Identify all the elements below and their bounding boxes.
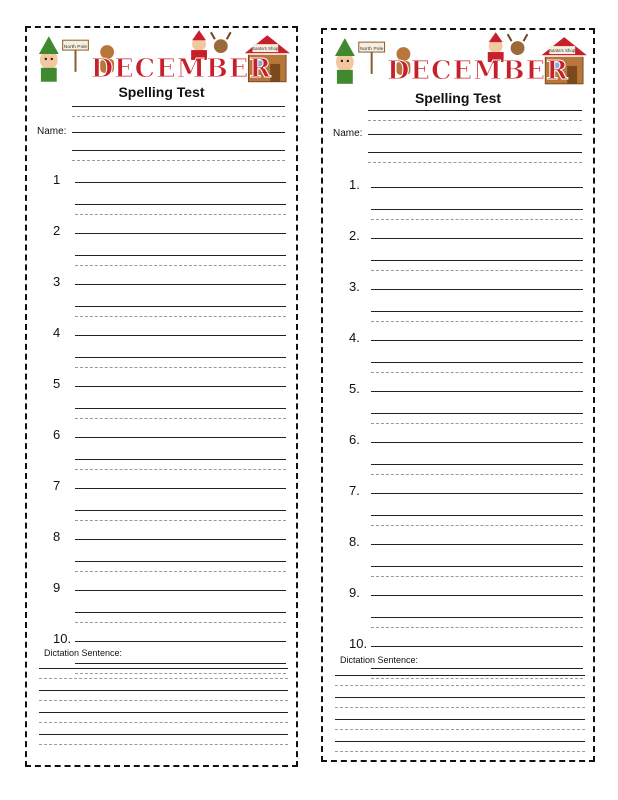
word-number-label: 9 <box>53 580 61 595</box>
title-writing-line <box>72 106 285 107</box>
word-writing-line <box>371 515 583 516</box>
word-number-label: 6. <box>349 432 360 447</box>
word-guide-line <box>371 270 583 271</box>
word-writing-line <box>75 233 286 234</box>
word-guide-line <box>75 265 286 266</box>
dictation-writing-line <box>39 668 288 669</box>
word-number-label: 4 <box>53 325 61 340</box>
word-number-label: 1. <box>349 177 360 192</box>
word-writing-line <box>75 510 286 511</box>
dictation-sentence-label: Dictation Sentence: <box>340 655 419 665</box>
word-number-label: 6 <box>53 427 61 442</box>
word-guide-line <box>371 627 583 628</box>
december-banner <box>329 32 587 86</box>
word-writing-line <box>371 646 583 647</box>
word-guide-line <box>371 219 583 220</box>
dictation-writing-line <box>335 719 585 720</box>
word-guide-line <box>371 372 583 373</box>
word-guide-line <box>75 418 286 419</box>
word-writing-line <box>75 306 286 307</box>
page-title: Spelling Test <box>118 84 205 100</box>
word-number-label: 4. <box>349 330 360 345</box>
dictation-guide-line <box>335 751 585 752</box>
word-writing-line <box>371 391 583 392</box>
reindeer-icon <box>508 34 528 55</box>
word-writing-line <box>75 182 286 183</box>
dictation-writing-line <box>39 690 288 691</box>
word-writing-line <box>371 617 583 618</box>
word-guide-line <box>75 520 286 521</box>
title-writing-line <box>368 110 582 111</box>
word-number-label: 2. <box>349 228 360 243</box>
north-pole-sign-icon <box>63 40 89 72</box>
name-writing-line <box>368 134 582 135</box>
left-test-sheet <box>25 26 298 767</box>
word-writing-line <box>75 255 286 256</box>
dictation-writing-line <box>335 697 585 698</box>
word-writing-line <box>371 413 583 414</box>
name-guide-line <box>368 162 582 163</box>
word-guide-line <box>75 469 286 470</box>
word-writing-line <box>75 663 286 664</box>
word-number-label: 3. <box>349 279 360 294</box>
word-writing-line <box>371 260 583 261</box>
word-guide-line <box>371 678 583 679</box>
word-writing-line <box>371 493 583 494</box>
name-label: Name: <box>333 128 363 139</box>
word-writing-line <box>371 238 583 239</box>
word-writing-line <box>75 590 286 591</box>
elf-icon <box>39 36 59 81</box>
dictation-guide-line <box>335 685 585 686</box>
word-guide-line <box>75 367 286 368</box>
word-writing-line <box>75 641 286 642</box>
december-banner-illustration <box>329 32 587 86</box>
name-writing-line <box>72 150 285 151</box>
word-writing-line <box>75 335 286 336</box>
dictation-guide-line <box>39 678 288 679</box>
word-number-label: 9. <box>349 585 360 600</box>
word-writing-line <box>75 459 286 460</box>
word-writing-line <box>371 289 583 290</box>
dictation-writing-line <box>39 734 288 735</box>
north-pole-sign-icon <box>359 42 385 74</box>
word-writing-line <box>75 284 286 285</box>
name-writing-line <box>368 152 582 153</box>
word-number-label: 8. <box>349 534 360 549</box>
word-guide-line <box>75 571 286 572</box>
word-writing-line <box>75 488 286 489</box>
word-guide-line <box>371 321 583 322</box>
svg-text:North Pole: North Pole <box>359 47 384 53</box>
word-number-label: 5 <box>53 376 61 391</box>
word-writing-line <box>75 437 286 438</box>
dictation-writing-line <box>39 712 288 713</box>
word-guide-line <box>371 423 583 424</box>
word-number-label: 1 <box>53 172 61 187</box>
word-number-label: 10. <box>53 631 72 646</box>
word-writing-line <box>371 442 583 443</box>
dictation-writing-line <box>335 741 585 742</box>
reindeer-icon <box>211 32 231 53</box>
dictation-guide-line <box>335 729 585 730</box>
word-number-label: 3 <box>53 274 61 289</box>
word-writing-line <box>371 464 583 465</box>
svg-text:DECEMBER: DECEMBER <box>90 53 272 84</box>
word-writing-line <box>75 357 286 358</box>
word-writing-line <box>371 340 583 341</box>
dictation-guide-line <box>335 707 585 708</box>
word-writing-line <box>371 362 583 363</box>
word-writing-line <box>75 204 286 205</box>
word-guide-line <box>371 474 583 475</box>
elf-icon <box>335 38 355 84</box>
word-guide-line <box>75 214 286 215</box>
word-number-label: 10. <box>349 636 368 651</box>
word-guide-line <box>371 525 583 526</box>
word-guide-line <box>75 316 286 317</box>
svg-text:DECEMBER: DECEMBER <box>387 55 569 86</box>
word-guide-line <box>371 576 583 577</box>
word-writing-line <box>371 187 583 188</box>
right-test-sheet <box>321 28 595 762</box>
word-number-label: 7 <box>53 478 61 493</box>
word-number-label: 5. <box>349 381 360 396</box>
dictation-sentence-label: Dictation Sentence: <box>44 648 123 658</box>
word-writing-line <box>371 544 583 545</box>
dictation-writing-line <box>335 675 585 676</box>
word-writing-line <box>371 668 583 669</box>
word-writing-line <box>75 539 286 540</box>
dictation-guide-line <box>39 700 288 701</box>
word-number-label: 2 <box>53 223 61 238</box>
dictation-guide-line <box>39 744 288 745</box>
word-number-label: 8 <box>53 529 61 544</box>
svg-text:Santa's Shop: Santa's Shop <box>549 48 576 54</box>
december-banner-illustration <box>33 30 290 84</box>
word-writing-line <box>371 209 583 210</box>
word-writing-line <box>371 595 583 596</box>
name-writing-line <box>72 132 285 133</box>
title-guide-line <box>368 120 582 121</box>
svg-text:North Pole: North Pole <box>63 45 88 51</box>
word-number-label: 7. <box>349 483 360 498</box>
word-guide-line <box>75 673 286 674</box>
word-writing-line <box>75 408 286 409</box>
word-writing-line <box>75 386 286 387</box>
title-guide-line <box>72 116 285 117</box>
dictation-guide-line <box>39 722 288 723</box>
december-banner <box>33 30 290 84</box>
word-writing-line <box>371 311 583 312</box>
word-writing-line <box>75 561 286 562</box>
name-label: Name: <box>37 126 67 137</box>
svg-text:Santa's Shop: Santa's Shop <box>252 46 279 52</box>
word-writing-line <box>371 566 583 567</box>
word-writing-line <box>75 612 286 613</box>
page-title: Spelling Test <box>414 90 502 106</box>
word-guide-line <box>75 622 286 623</box>
name-guide-line <box>72 160 285 161</box>
